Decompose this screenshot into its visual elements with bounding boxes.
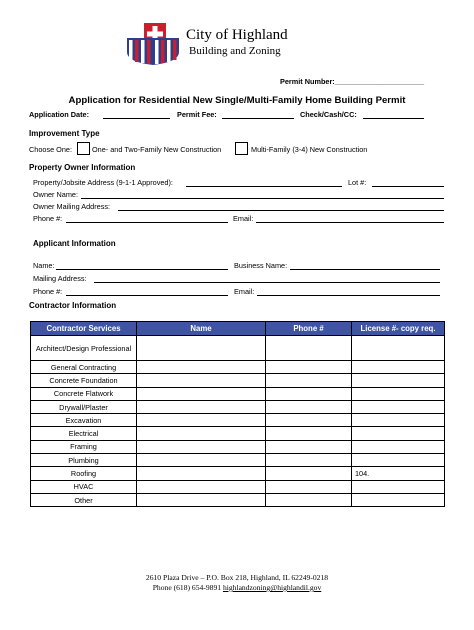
- name-cell[interactable]: [137, 414, 266, 427]
- column-header: Name: [137, 322, 266, 336]
- license-cell[interactable]: [352, 440, 445, 453]
- table-row: [31, 480, 445, 493]
- footer-contact: [0, 583, 474, 592]
- owner-phone-label: Phone #:: [33, 214, 63, 223]
- table-row: [31, 336, 445, 361]
- service-cell: Plumbing: [31, 454, 137, 467]
- phone-cell[interactable]: [266, 336, 352, 361]
- table-row: [31, 493, 445, 506]
- owner-name-field[interactable]: [81, 198, 444, 199]
- property-owner-heading: Property Owner Information: [29, 163, 136, 172]
- jobsite-address-field[interactable]: [186, 186, 342, 187]
- column-header: License #- copy req.: [352, 322, 445, 336]
- service-cell: Concrete Foundation: [31, 374, 137, 387]
- service-cell: Framing: [31, 440, 137, 453]
- phone-cell[interactable]: [266, 480, 352, 493]
- footer-address: 2610 Plaza Drive – P.O. Box 218, Highland, IL 62249-0218: [145, 573, 329, 582]
- phone-cell[interactable]: [266, 454, 352, 467]
- phone-cell[interactable]: [266, 387, 352, 400]
- footer-phone: Phone (618) 654-9891: [152, 583, 223, 592]
- name-cell[interactable]: [137, 361, 266, 374]
- table-row: [31, 374, 445, 387]
- table-row: [31, 454, 445, 467]
- service-cell: Roofing: [31, 467, 137, 480]
- service-cell: Other: [31, 493, 137, 506]
- city-name: City of Highland: [186, 27, 288, 43]
- footer-email-link[interactable]: highlandzoning@highlandil.gov: [222, 583, 322, 592]
- applicant-mailing-label: Mailing Address:: [33, 274, 87, 283]
- business-name-field[interactable]: [290, 269, 440, 270]
- application-date-field[interactable]: [103, 118, 170, 119]
- license-cell[interactable]: [352, 374, 445, 387]
- license-cell[interactable]: [352, 493, 445, 506]
- lot-number-field[interactable]: [372, 186, 444, 187]
- applicant-email-label: Email:: [234, 287, 255, 296]
- name-cell[interactable]: [137, 467, 266, 480]
- permit-fee-field[interactable]: [222, 118, 294, 119]
- service-cell: Electrical: [31, 427, 137, 440]
- checkbox-one-two-family[interactable]: [77, 142, 90, 155]
- owner-mailing-label: Owner Mailing Address:: [33, 202, 111, 211]
- phone-cell[interactable]: [266, 361, 352, 374]
- name-cell[interactable]: [137, 336, 266, 361]
- table-row: [31, 414, 445, 427]
- improvement-type-heading: Improvement Type: [29, 129, 100, 138]
- phone-cell[interactable]: [266, 440, 352, 453]
- checkbox-multi-family[interactable]: [235, 142, 248, 155]
- jobsite-address-label: Property/Jobsite Address (9-1-1 Approved):: [33, 178, 173, 187]
- table-row: [31, 400, 445, 413]
- phone-cell[interactable]: [266, 400, 352, 413]
- business-name-label: Business Name:: [234, 261, 288, 270]
- license-cell[interactable]: [352, 454, 445, 467]
- name-cell[interactable]: [137, 493, 266, 506]
- name-cell[interactable]: [137, 440, 266, 453]
- service-cell: Drywall/Plaster: [31, 400, 137, 413]
- applicant-heading: Applicant Information: [33, 239, 116, 248]
- applicant-name-label: Name:: [33, 261, 55, 270]
- permit-fee-label: Permit Fee:: [177, 110, 217, 119]
- form-title: Application for Residential New Single/Multi-Family Home Building Permit: [68, 95, 406, 106]
- license-cell[interactable]: [352, 400, 445, 413]
- service-cell: General Contracting: [31, 361, 137, 374]
- name-cell[interactable]: [137, 427, 266, 440]
- option-one-two-family-label: One- and Two-Family New Construction: [92, 145, 222, 154]
- table-row: [31, 387, 445, 400]
- phone-cell[interactable]: [266, 427, 352, 440]
- owner-name-label: Owner Name:: [33, 190, 79, 199]
- phone-cell[interactable]: [266, 414, 352, 427]
- contractor-heading: Contractor Information: [29, 301, 117, 310]
- applicant-email-field[interactable]: [257, 295, 440, 296]
- payment-method-label: Check/Cash/CC:: [300, 110, 357, 119]
- table-row: [31, 440, 445, 453]
- choose-one-label: Choose One:: [29, 145, 72, 154]
- license-cell[interactable]: 104.: [352, 467, 445, 480]
- license-cell[interactable]: [352, 427, 445, 440]
- payment-method-field[interactable]: [363, 118, 424, 119]
- contractor-table-header: [31, 322, 445, 336]
- phone-cell[interactable]: [266, 467, 352, 480]
- table-row: [31, 427, 445, 440]
- applicant-phone-label: Phone #:: [33, 287, 63, 296]
- service-cell: Architect/Design Professional: [31, 336, 137, 361]
- permit-number-field[interactable]: Permit Number:______________________: [280, 77, 425, 86]
- name-cell[interactable]: [137, 454, 266, 467]
- owner-email-field[interactable]: [256, 222, 444, 223]
- phone-cell[interactable]: [266, 374, 352, 387]
- lot-number-label: Lot #:: [348, 178, 367, 187]
- name-cell[interactable]: [137, 400, 266, 413]
- license-cell[interactable]: [352, 480, 445, 493]
- service-cell: HVAC: [31, 480, 137, 493]
- license-cell[interactable]: [352, 336, 445, 361]
- license-cell[interactable]: [352, 361, 445, 374]
- service-cell: Excavation: [31, 414, 137, 427]
- city-seal-logo: [125, 22, 181, 66]
- license-cell[interactable]: [352, 414, 445, 427]
- column-header: Phone #: [266, 322, 352, 336]
- applicant-mailing-field[interactable]: [94, 282, 440, 283]
- owner-mailing-field[interactable]: [118, 210, 444, 211]
- service-cell: Concrete Flatwork: [31, 387, 137, 400]
- application-date-label: Application Date:: [29, 110, 89, 119]
- name-cell[interactable]: [137, 387, 266, 400]
- name-cell[interactable]: [137, 480, 266, 493]
- table-row: [31, 361, 445, 374]
- applicant-name-field[interactable]: [56, 269, 228, 270]
- table-row: [31, 467, 445, 480]
- owner-phone-field[interactable]: [66, 222, 228, 223]
- column-header: Contractor Services: [31, 322, 137, 336]
- license-cell[interactable]: [352, 387, 445, 400]
- department-name: Building and Zoning: [189, 45, 281, 57]
- phone-cell[interactable]: [266, 493, 352, 506]
- applicant-phone-field[interactable]: [66, 295, 228, 296]
- option-multi-family-label: Multi-Family (3-4) New Construction: [251, 145, 368, 154]
- owner-email-label: Email:: [233, 214, 254, 223]
- name-cell[interactable]: [137, 374, 266, 387]
- contractor-table: [30, 321, 445, 507]
